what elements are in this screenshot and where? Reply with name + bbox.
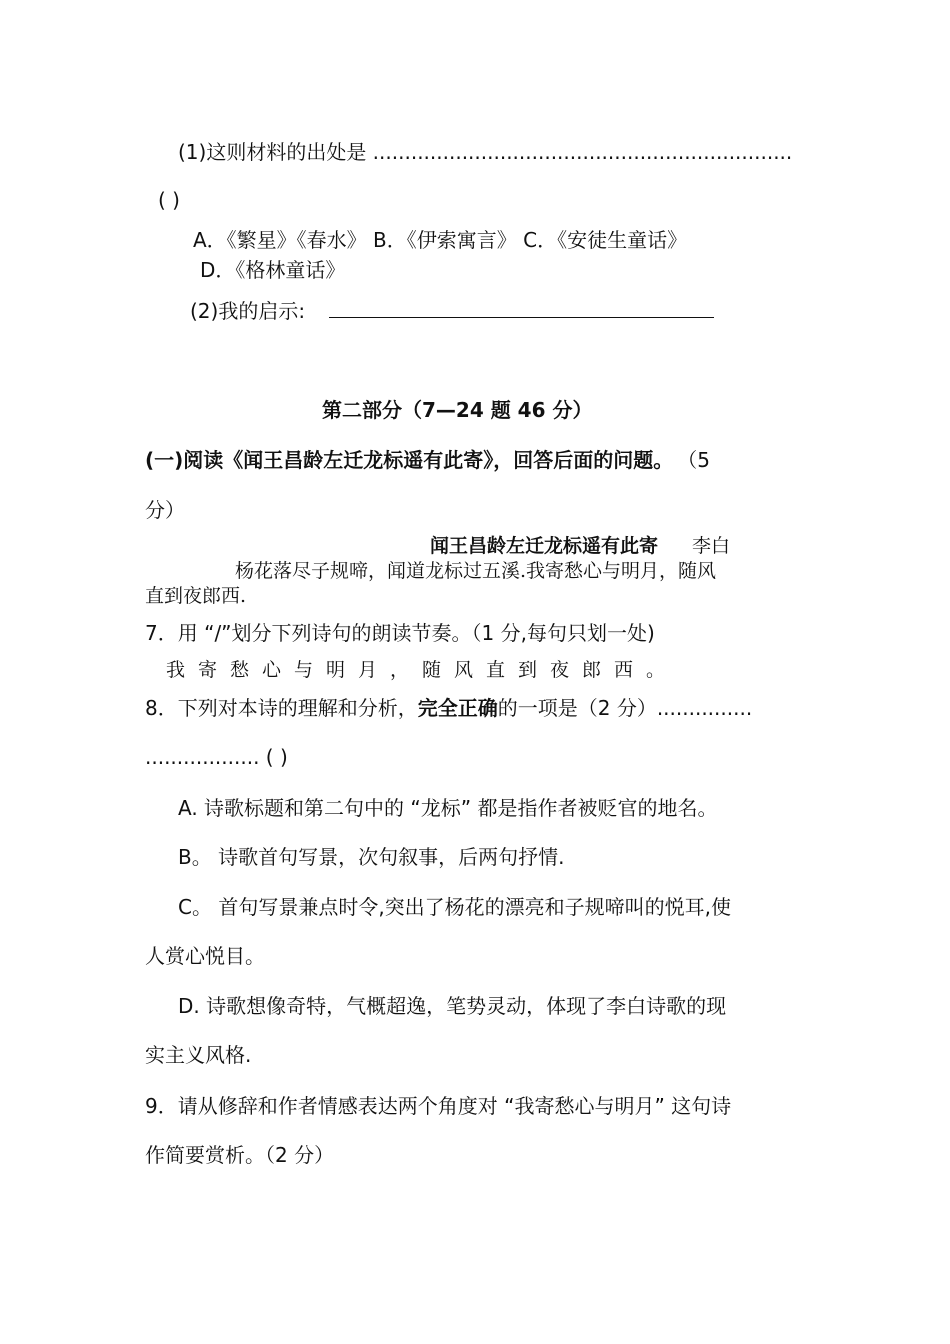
reading-intro-score-cont: 分）	[145, 498, 185, 522]
q8-option-d-cont: 实主义风格.	[145, 1043, 252, 1067]
q2-label: (2)我的启示:	[190, 299, 306, 323]
poem-title-row	[430, 532, 730, 560]
poem-line-1: 杨花落尽子规啼，闻道龙标过五溪.我寄愁心与明月，随风	[235, 560, 717, 582]
reading-intro	[145, 446, 710, 474]
q9-text-cont: 作简要赏析。（2 分）	[145, 1143, 335, 1167]
q1-text: (1)这则材料的出处是 ..................................................................	[178, 140, 793, 164]
answer-blank	[329, 297, 714, 318]
poem-line-2: 直到夜郎西.	[145, 585, 247, 607]
q8-text	[145, 694, 752, 722]
q1-options-row2: D．《格林童话》	[200, 258, 346, 282]
poem-author: 李白	[692, 535, 731, 557]
q8-post: 的一项是（2 分）...............	[497, 696, 753, 720]
reading-intro-score: （5	[687, 448, 711, 472]
q7-verse: 我寄愁心与明月，随风直到夜郎西。	[166, 659, 679, 681]
q7-text: 7．用 “/”划分下列诗句的朗读节奏。（1 分,每句只划一处)	[145, 621, 655, 645]
q8-option-c-cont: 人赏心悦目。	[145, 944, 265, 968]
q8-pre: 8．下列对本诗的理解和分析，	[145, 696, 418, 720]
q8-option-b: B。 诗歌首句写景，次句叙事，后两句抒情.	[178, 845, 565, 869]
q8-emphasis: 完全正确	[417, 696, 498, 720]
reading-intro-title: (一)阅读《闻王昌龄左迁龙标遥有此寄》，回答后面的问题。	[145, 448, 674, 472]
q8-option-a: A. 诗歌标题和第二句中的 “龙标” 都是指作者被贬官的地名。	[178, 796, 718, 820]
q2-line	[190, 297, 714, 325]
q1-options-row1: A．《繁星》《春水》 B．《伊索寓言》 C．《安徒生童话》	[193, 228, 688, 252]
q8-option-d: D. 诗歌想像奇特，气概超逸，笔势灵动，体现了李白诗歌的现	[178, 994, 727, 1018]
q8-text-cont: .................. ( )	[145, 745, 288, 769]
part2-heading: 第二部分（7—24 题 46 分）	[322, 398, 593, 422]
q1-answer-paren: ( )	[158, 188, 180, 212]
poem-title: 闻王昌龄左迁龙标遥有此寄	[430, 535, 659, 557]
q8-option-c: C。 首句写景兼点时令,突出了杨花的漂亮和子规啼叫的悦耳,使	[178, 895, 732, 919]
q9-text: 9．请从修辞和作者情感表达两个角度对 “我寄愁心与明月” 这句诗	[145, 1094, 732, 1118]
